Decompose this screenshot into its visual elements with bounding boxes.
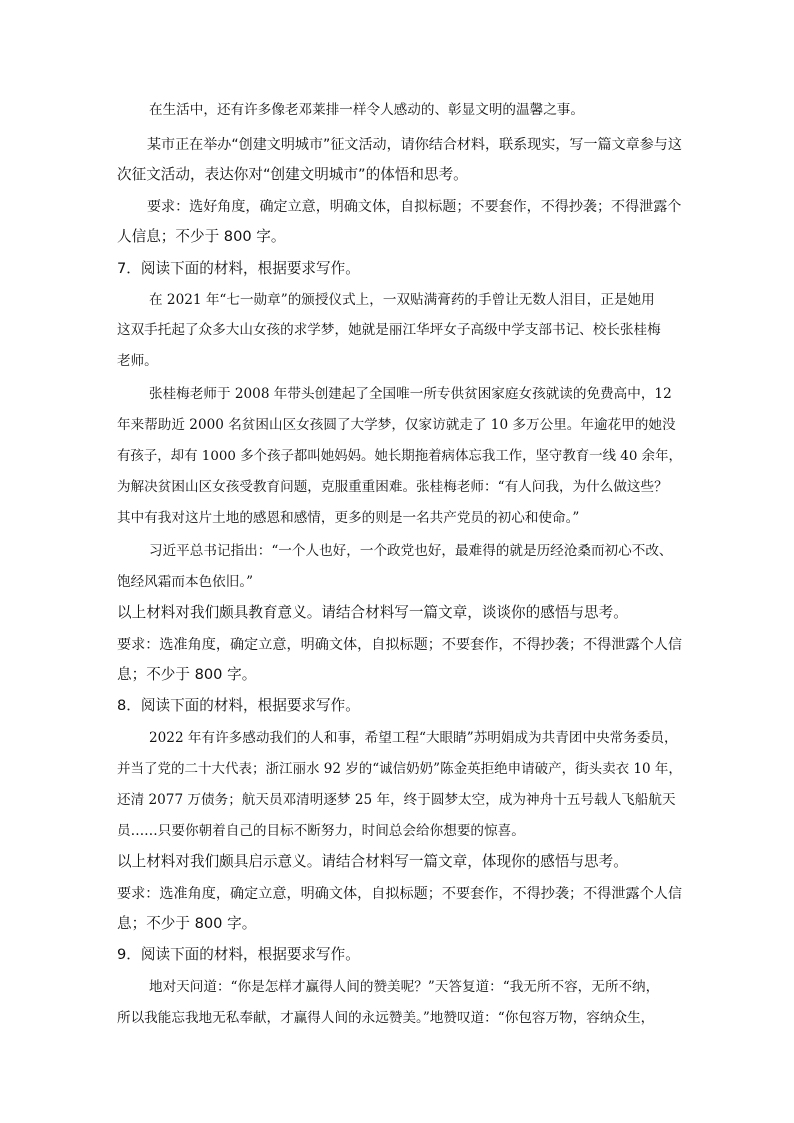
text-line: 在 2021 年“七一勋章”的颁授仪式上，一双贴满膏药的手曾让无数人泪目，正是她用 xyxy=(149,292,655,308)
text-line: 人信息；不少于 800 字。 xyxy=(117,228,286,245)
question-heading: 8．阅读下面的材料，根据要求写作。 xyxy=(117,697,360,714)
text-line: 还清 2077 万债务；航天员邓清明逐梦 25 年，终于圆梦太空，成为神舟十五号载人飞船航天 xyxy=(117,792,676,808)
question-heading: 7．阅读下面的材料，根据要求写作。 xyxy=(117,260,360,277)
text-line: 老师。 xyxy=(117,353,158,369)
text-line: 为解决贫困山区女孩受教育问题，克服重重困难。张桂梅老师：“有人问我，为什么做这些？ xyxy=(117,479,668,495)
text-line: 2022 年有许多感动我们的人和事，希望工程“大眼睛”苏明娟成为共青团中央常务委员， xyxy=(149,730,678,746)
text-line: 息；不少于 800 字。 xyxy=(117,666,257,683)
text-line: 这双手托起了众多大山女孩的求学梦，她就是丽江华坪女子高级中学支部书记、校长张桂梅 xyxy=(117,322,661,338)
text-line: 有孩子，却有 1000 多个孩子都叫她妈妈。她长期拖着病体忘我工作，坚守教育一线 40 余年， xyxy=(117,449,682,464)
text-line: 其中有我对这片土地的感恩和感情，更多的则是一名共产党员的初心和使命。” xyxy=(117,510,580,526)
text-line: 在生活中，还有许多像老邓莱排一样令人感动的、彰显文明的温馨之事。 xyxy=(149,102,584,118)
text-line: 要求：选好角度，确定立意，明确文体，自拟标题；不要套作，不得抄袭；不得泄露个 xyxy=(147,199,682,215)
text-line: 要求：选准角度，确定立意，明确文体，自拟标题；不要套作，不得抄袭；不得泄露个人信 xyxy=(117,637,683,653)
text-line: 要求：选准角度，确定立意，明确文体，自拟标题；不要套作，不得抄袭；不得泄露个人信 xyxy=(117,886,683,902)
text-line: 所以我能忘我地无私奉献，才赢得人间的永远赞美。”地赞叹道：“你包容万物，容纳众生， xyxy=(117,1010,655,1026)
question-heading: 9．阅读下面的材料，根据要求写作。 xyxy=(117,946,360,963)
text-line: 习近平总书记指出：“一个人也好，一个政党也好，最难得的就是历经沧桑而初心不改、 xyxy=(149,543,673,559)
text-line: 某市正在举办“创建文明城市”征文活动，请你结合材料，联系现实，写一篇文章参与这 xyxy=(147,137,682,153)
text-line: 并当了党的二十大代表；浙江丽水 92 岁的“诚信奶奶”陈金英拒绝申请破产，街头卖衣 10 年， xyxy=(117,761,682,777)
text-line: 员……只要你朝着自己的目标不断努力，时间总会给你想要的惊喜。 xyxy=(117,823,525,839)
text-line: 张桂梅老师于 2008 年带头创建起了全国唯一所专供贫困家庭女孩就读的免费高中，12 xyxy=(149,386,672,402)
text-line: 以上材料对我们颇具启示意义。请结合材料写一篇文章，体现你的感悟与思考。 xyxy=(117,853,628,870)
text-line: 地对天问道：“你是怎样才赢得人间的赞美呢？”天答复道：“我无所不容，无所不纳， xyxy=(149,979,660,995)
text-line: 饱经风霜而本色依旧。” xyxy=(117,574,254,590)
text-line: 以上材料对我们颇具教育意义。请结合材料写一篇文章，谈谈你的感悟与思考。 xyxy=(117,604,628,621)
text-line: 年来帮助近 2000 名贫困山区女孩圆了大学梦，仅家访就走了 10 多万公里。年逾花甲的她没 xyxy=(117,417,676,433)
text-line: 息；不少于 800 字。 xyxy=(117,915,257,932)
text-line: 次征文活动，表达你对“创建文明城市”的体悟和思考。 xyxy=(117,166,468,183)
